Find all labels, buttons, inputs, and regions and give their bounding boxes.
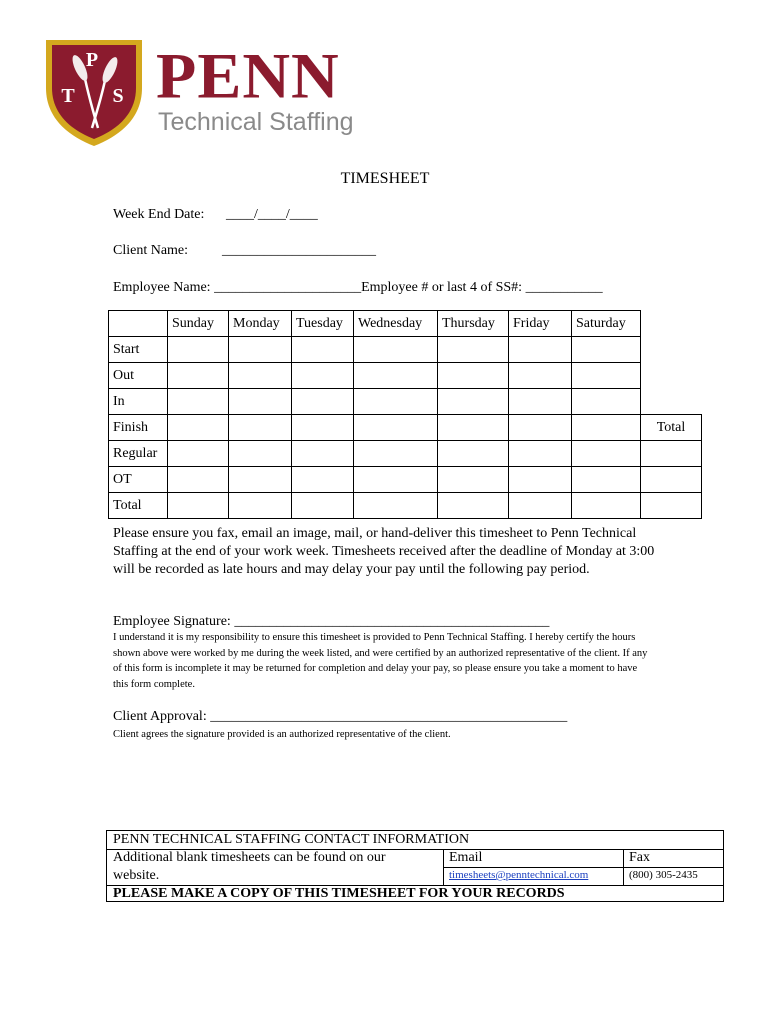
week-end-field[interactable]: ____/____/____ <box>226 207 318 222</box>
client-approval-row <box>113 709 567 725</box>
row-label-start: Start <box>109 337 168 363</box>
total-cell[interactable] <box>641 441 702 467</box>
contact-divider <box>443 867 723 868</box>
contact-fax-label: Fax <box>629 850 650 865</box>
time-cell[interactable] <box>168 493 229 519</box>
copy-records-notice: PLEASE MAKE A COPY OF THIS TIMESHEET FOR YOUR RECORDS <box>113 886 565 901</box>
time-cell[interactable] <box>229 415 292 441</box>
time-cell[interactable] <box>354 493 438 519</box>
time-cell[interactable] <box>229 337 292 363</box>
client-name-label: Client Name: <box>113 243 189 258</box>
logo-initial-t: T <box>61 85 75 107</box>
time-cell[interactable] <box>509 493 572 519</box>
time-cell[interactable] <box>572 441 641 467</box>
employee-signature-label: Employee Signature: <box>113 614 235 629</box>
day-header-wednesday: Wednesday <box>354 311 438 337</box>
table-row <box>109 337 702 363</box>
day-header-saturday: Saturday <box>572 311 641 337</box>
employee-name-row <box>113 280 603 296</box>
time-cell[interactable] <box>292 363 354 389</box>
time-cell[interactable] <box>438 415 509 441</box>
client-approval-label: Client Approval: <box>113 709 211 724</box>
total-column-header: Total <box>641 415 702 441</box>
contact-email-link[interactable]: timesheets@penntechnical.com <box>449 869 589 881</box>
time-cell[interactable] <box>509 467 572 493</box>
client-approval-note: Client agrees the signature provided is an authorized representative of the client. <box>113 729 451 740</box>
row-label-total: Total <box>109 493 168 519</box>
client-approval-field[interactable]: ___________________________________________________ <box>210 709 568 724</box>
employee-name-field[interactable]: _____________________ <box>214 280 362 295</box>
employee-certification-text: I understand it is my responsibility to ensure this timesheet is provided to Penn Technical Staffing. I hereby certify the hours shown above were worked by me during the week listed, and were certified by an authorized representative of the client. If any of this form is incomplete it may be returned for completion and delay your pay, so please ensure you take a moment to have this form complete. <box>113 632 648 690</box>
time-cell[interactable] <box>229 363 292 389</box>
employee-number-label: Employee # or last 4 of SS#: <box>361 280 526 295</box>
table-row <box>109 441 702 467</box>
header-corner-cell <box>109 311 168 337</box>
page-title: TIMESHEET <box>340 170 430 187</box>
row-spacer <box>641 337 702 363</box>
time-cell[interactable] <box>509 337 572 363</box>
day-header-sunday: Sunday <box>168 311 229 337</box>
time-cell[interactable] <box>354 415 438 441</box>
contact-website-text: website. <box>113 868 160 883</box>
logo-initial-s: S <box>112 85 124 107</box>
contact-header: PENN TECHNICAL STAFFING CONTACT INFORMATION <box>113 832 470 847</box>
contact-email-label: Email <box>449 850 483 865</box>
table-row <box>109 493 702 519</box>
header-spacer <box>641 311 702 337</box>
time-cell[interactable] <box>354 337 438 363</box>
time-cell[interactable] <box>438 493 509 519</box>
submission-instructions: Please ensure you fax, email an image, mail, or hand-deliver this timesheet to Penn Technical Staffing at the end of your work week. Timesheets received after the deadline of Monday at 3:00 will be recorded as late hours and may delay your pay until the following pay period. <box>113 526 655 577</box>
time-cell[interactable] <box>509 363 572 389</box>
contact-fax-number: (800) 305-2435 <box>629 869 698 881</box>
time-cell[interactable] <box>572 493 641 519</box>
shield-icon <box>42 36 146 148</box>
time-cell[interactable] <box>354 441 438 467</box>
table-row <box>109 363 702 389</box>
row-spacer <box>641 389 702 415</box>
time-cell[interactable] <box>438 337 509 363</box>
employee-signature-row <box>113 614 549 630</box>
time-cell[interactable] <box>292 493 354 519</box>
time-cell[interactable] <box>229 493 292 519</box>
total-cell[interactable] <box>641 467 702 493</box>
table-row <box>109 467 702 493</box>
time-cell[interactable] <box>509 389 572 415</box>
time-cell[interactable] <box>168 467 229 493</box>
time-cell[interactable] <box>438 467 509 493</box>
day-header-tuesday: Tuesday <box>292 311 354 337</box>
time-cell[interactable] <box>292 389 354 415</box>
day-header-thursday: Thursday <box>438 311 509 337</box>
time-cell[interactable] <box>229 389 292 415</box>
time-cell[interactable] <box>168 363 229 389</box>
row-label-regular: Regular <box>109 441 168 467</box>
row-label-finish: Finish <box>109 415 168 441</box>
time-cell[interactable] <box>292 441 354 467</box>
timesheet-table <box>108 310 702 519</box>
table-header-row <box>109 311 702 337</box>
time-cell[interactable] <box>229 441 292 467</box>
brand-wordmark <box>156 40 354 136</box>
time-cell[interactable] <box>509 415 572 441</box>
row-label-out: Out <box>109 363 168 389</box>
time-cell[interactable] <box>438 441 509 467</box>
contact-blank-timesheets-text: Additional blank timesheets can be found on our <box>113 850 386 865</box>
time-cell[interactable] <box>292 467 354 493</box>
time-cell[interactable] <box>292 337 354 363</box>
time-cell[interactable] <box>354 467 438 493</box>
employee-signature-field[interactable]: _____________________________________________ <box>234 614 550 629</box>
table-row <box>109 389 702 415</box>
time-cell[interactable] <box>168 441 229 467</box>
time-cell[interactable] <box>168 415 229 441</box>
time-cell[interactable] <box>572 389 641 415</box>
contact-info-box <box>106 830 724 902</box>
time-cell[interactable] <box>229 467 292 493</box>
brand-name: PENN <box>156 40 340 113</box>
time-cell[interactable] <box>572 363 641 389</box>
time-cell[interactable] <box>354 363 438 389</box>
time-cell[interactable] <box>168 389 229 415</box>
time-cell[interactable] <box>438 389 509 415</box>
employee-number-field[interactable]: ___________ <box>525 280 603 295</box>
time-cell[interactable] <box>354 389 438 415</box>
brand-subtitle: Technical Staffing <box>158 108 354 136</box>
time-cell[interactable] <box>292 415 354 441</box>
time-cell[interactable] <box>168 337 229 363</box>
row-spacer <box>641 363 702 389</box>
time-cell[interactable] <box>572 467 641 493</box>
day-header-friday: Friday <box>509 311 572 337</box>
total-cell[interactable] <box>641 493 702 519</box>
employee-name-label: Employee Name: <box>113 280 215 295</box>
time-cell[interactable] <box>572 415 641 441</box>
row-label-ot: OT <box>109 467 168 493</box>
time-cell[interactable] <box>572 337 641 363</box>
time-cell[interactable] <box>438 363 509 389</box>
table-row <box>109 415 702 441</box>
client-name-field[interactable]: ______________________ <box>222 243 376 258</box>
time-cell[interactable] <box>509 441 572 467</box>
logo-initial-p: P <box>85 49 99 71</box>
week-end-label: Week End Date: <box>113 207 205 222</box>
row-label-in: In <box>109 389 168 415</box>
day-header-monday: Monday <box>229 311 292 337</box>
